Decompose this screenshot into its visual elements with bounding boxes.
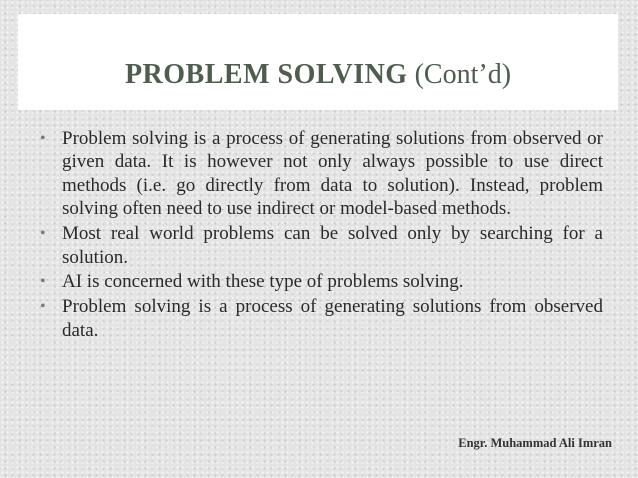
bullet-icon: •	[40, 225, 46, 243]
bullet-list	[40, 127, 603, 344]
slide-title	[18, 59, 618, 91]
bullet-icon: •	[40, 130, 46, 147]
bullet-item-1	[40, 127, 603, 221]
title-main: PROBLEM SOLVING	[124, 59, 408, 90]
bullet-text: AI is concerned with these type of problems solving.	[62, 271, 464, 293]
bullet-item-4	[40, 295, 603, 342]
title-band	[18, 14, 618, 110]
bullet-icon: •	[40, 273, 46, 291]
bullet-icon: •	[40, 298, 46, 316]
title-suffix: (Cont’d)	[414, 59, 512, 90]
bullet-text: Most real world problems can be solved only by searching for a solution.	[62, 223, 603, 268]
bullet-item-2	[40, 222, 603, 269]
bullet-item-3	[40, 270, 603, 293]
bullet-text: Problem solving is a process of generating solutions from observed data.	[62, 296, 603, 341]
footer-author: Engr. Muhammad Ali Imran	[458, 436, 612, 450]
bullet-text: Problem solving is a process of generating solutions from observed or given data. It is however not only always possible to use direct methods (i.e. go directly from data to solution). Instead, problem solving often need to use indirect or model-based methods.	[62, 128, 603, 220]
